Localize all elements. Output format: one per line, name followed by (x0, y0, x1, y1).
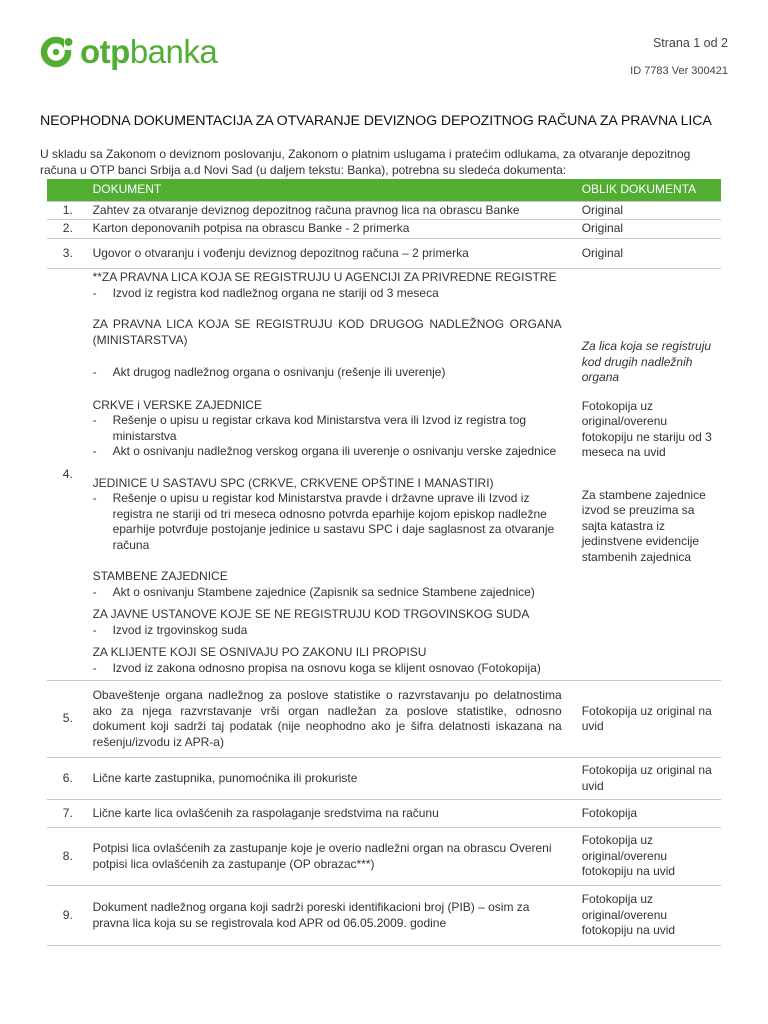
row-form: Fotokopija uz original/overenu fotokopiju na uvid (574, 886, 721, 946)
table-row (47, 220, 721, 239)
row-form: Fotokopija uz original/overenu fotokopiju na uvid (574, 828, 721, 886)
church-item-2: Akt o osnivanju nadležnog verskog organa ili uverenje o osnivanju verske zajednice (112, 444, 557, 458)
row-document: Potpisi lica ovlašćenih za zastupanje koje je overio nadležni organ na obrascu Overeni potpisi lica ovlašćenih za zastupanje (OP obrazac***) (89, 828, 574, 886)
row-document: Lične karte lica ovlašćenih za raspolaganje sredstvima na računu (89, 800, 574, 828)
law-heading: ZA KLIJENTE KOJI SE OSNIVAJU PO ZAKONU ILI PROPISU (92, 645, 427, 659)
form-note-3: Za stambene zajednice izvod se preuzima sa sajta katastra iz jedinstvene evidencije stambenih zajednica (581, 487, 706, 564)
spc-item: Rešenje o upisu u registar kod Ministarstva pravde i državne uprave ili Izvod iz registra ne stariji od tri meseca odnosno potvrda eparhije kojom episkop nadležne eparhije potvrđuje postojanje jedinice u sastavu SPC i daje saglasnost za otvaranje računa (112, 491, 555, 552)
brand-name: otpbanka (80, 33, 218, 70)
spc-heading: JEDINICE U SASTAVU SPC (CRKVE, CRKVENE OPŠTINE I MANASTIRI) (92, 475, 494, 490)
row-number: 2. (47, 220, 89, 239)
row-form-notes (574, 269, 721, 681)
church-item-1: Rešenje o upisu u registar crkava kod Ministarstva vera ili Izvod iz registra tog ministarstva (112, 413, 527, 443)
table-row (47, 800, 721, 828)
row-form: Fotokopija uz original na uvid (574, 758, 721, 800)
row-form: Fotokopija (574, 800, 721, 828)
housing-item: Akt o osnivanju Stambene zajednice (Zapisnik sa sednice Stambene zajednice) (112, 584, 535, 599)
apr-heading: **ZA PRAVNA LICA KOJA SE REGISTRUJU U AGENCIJI ZA PRIVREDNE REGISTRE (92, 270, 557, 284)
header-num-cell (47, 179, 89, 202)
row-document: Lične karte zastupnika, punomoćnika ili prokuriste (89, 758, 574, 800)
row-number: 5. (47, 681, 89, 758)
list-item: - Rešenje o upisu u registar kod Ministarstva pravde i državne uprave ili Izvod iz registra ne stariji od tri meseca odnosno potvrda eparhije kojom episkop nadležne eparhije potvrđuje postojanje jedinice u sastavu SPC i daje saglasnost za otvaranje računa (93, 491, 562, 553)
table-header-row (47, 179, 721, 202)
row-number: 6. (47, 758, 89, 800)
list-item: - Akt o osnivanju Stambene zajednice (Zapisnik sa sednice Stambene zajednice) (93, 585, 562, 601)
row-number: 7. (47, 800, 89, 828)
row-document: Karton deponovanih potpisa na obrascu Banke - 2 primerka (89, 220, 574, 239)
row-form: Original (574, 220, 721, 239)
ministry-item: Akt drugog nadležnog organa o osnivanju (rešenje ili uverenje) (112, 365, 446, 379)
list-item: - Akt drugog nadležnog organa o osnivanju (rešenje ili uverenje) (93, 365, 562, 381)
list-item: - Akt o osnivanju nadležnog verskog organa ili uverenje o osnivanju verske zajednice (93, 444, 562, 460)
law-item: Izvod iz zakona odnosno propisa na osnovu koga se klijent osnovao (Fotokopija) (112, 660, 541, 675)
header-document: DOKUMENT (89, 179, 574, 202)
housing-heading: STAMBENE ZAJEDNICE (92, 569, 228, 583)
table-row (47, 681, 721, 758)
list-item: - Izvod iz registra kod nadležnog organa ne stariji od 3 meseca (93, 286, 562, 302)
otp-logo-mark-icon (38, 33, 76, 71)
table-row (47, 269, 721, 681)
apr-item: Izvod iz registra kod nadležnog organa ne stariji od 3 meseca (112, 285, 439, 300)
ministry-heading: ZA PRAVNA LICA KOJA SE REGISTRUJU KOD DRUGOG NADLEŽNOG ORGANA (MINISTARSTVA) (92, 317, 562, 347)
form-note-2: Fotokopija uz original/overenu fotokopiju ne stariju od 3 meseca na uvid (581, 398, 712, 459)
intro-paragraph: U skladu sa Zakonom o deviznom poslovanju, Zakonom o platnim uslugama i pratećim odlukama, za otvaranje depozitnog računa u OTP banci Srbija a.d Novi Sad (u daljem tekstu: Banka), potrebna su sledeća dokumenta: (40, 147, 691, 177)
church-heading: CRKVE i VERSKE ZAJEDNICE (92, 397, 262, 412)
public-heading: ZA JAVNE USTANOVE KOJE SE NE REGISTRUJU KOD TRGOVINSKOG SUDA (92, 607, 530, 621)
row-document: Obaveštenje organa nadležnog za poslove statistike o razvrstavanju po delatnostima ako za njega razvrstavanje vrši organ nadležan za poslove statistike, odnosno dokument koji sadrži taj podatak (nije neophodno ako je šifra delatnosti iskazana na rešenju/izvodu iz APR-a) (89, 681, 574, 758)
page-info (630, 36, 728, 77)
row-number: 9. (47, 886, 89, 946)
row-document-sections (89, 269, 574, 681)
row-document: Zahtev za otvaranje deviznog depozitnog računa pravnog lica na obrascu Banke (89, 202, 574, 220)
row-number: 8. (47, 828, 89, 886)
row-number: 4. (47, 269, 89, 681)
row-document: Ugovor o otvaranju i vođenju deviznog depozitnog računa – 2 primerka (89, 239, 574, 269)
table-row (47, 886, 721, 946)
page-number: Strana 1 od 2 (652, 36, 728, 50)
form-note-1: Za lica koja se registruju kod drugih nadležnih organa (581, 339, 712, 384)
table-row (47, 202, 721, 220)
table-row (47, 239, 721, 269)
row-document: Dokument nadležnog organa koji sadrži poreski identifikacioni broj (PIB) – osim za pravna lica koja su se registrovala kod APR od 06.05.2009. godine (89, 886, 574, 946)
list-item: - Rešenje o upisu u registar crkava kod Ministarstva vera ili Izvod iz registra tog ministarstva (93, 413, 562, 444)
row-number: 3. (47, 239, 89, 269)
row-form: Fotokopija uz original na uvid (574, 681, 721, 758)
list-item: - Izvod iz trgovinskog suda (93, 623, 562, 639)
table-row (47, 758, 721, 800)
documents-table (47, 179, 721, 946)
otp-banka-logo (38, 33, 217, 71)
document-title: NEOPHODNA DOKUMENTACIJA ZA OTVARANJE DEVIZNOG DEPOZITNOG RAČUNA ZA PRAVNA LICA (40, 113, 712, 129)
row-number: 1. (47, 202, 89, 220)
row-form: Original (574, 239, 721, 269)
table-row (47, 828, 721, 886)
document-id: ID 7783 Ver 300421 (630, 65, 728, 77)
header-form: OBLIK DOKUMENTA (574, 179, 721, 202)
list-item: - Izvod iz zakona odnosno propisa na osnovu koga se klijent osnovao (Fotokopija) (93, 661, 562, 677)
public-item: Izvod iz trgovinskog suda (112, 622, 248, 637)
row-form: Original (574, 202, 721, 220)
